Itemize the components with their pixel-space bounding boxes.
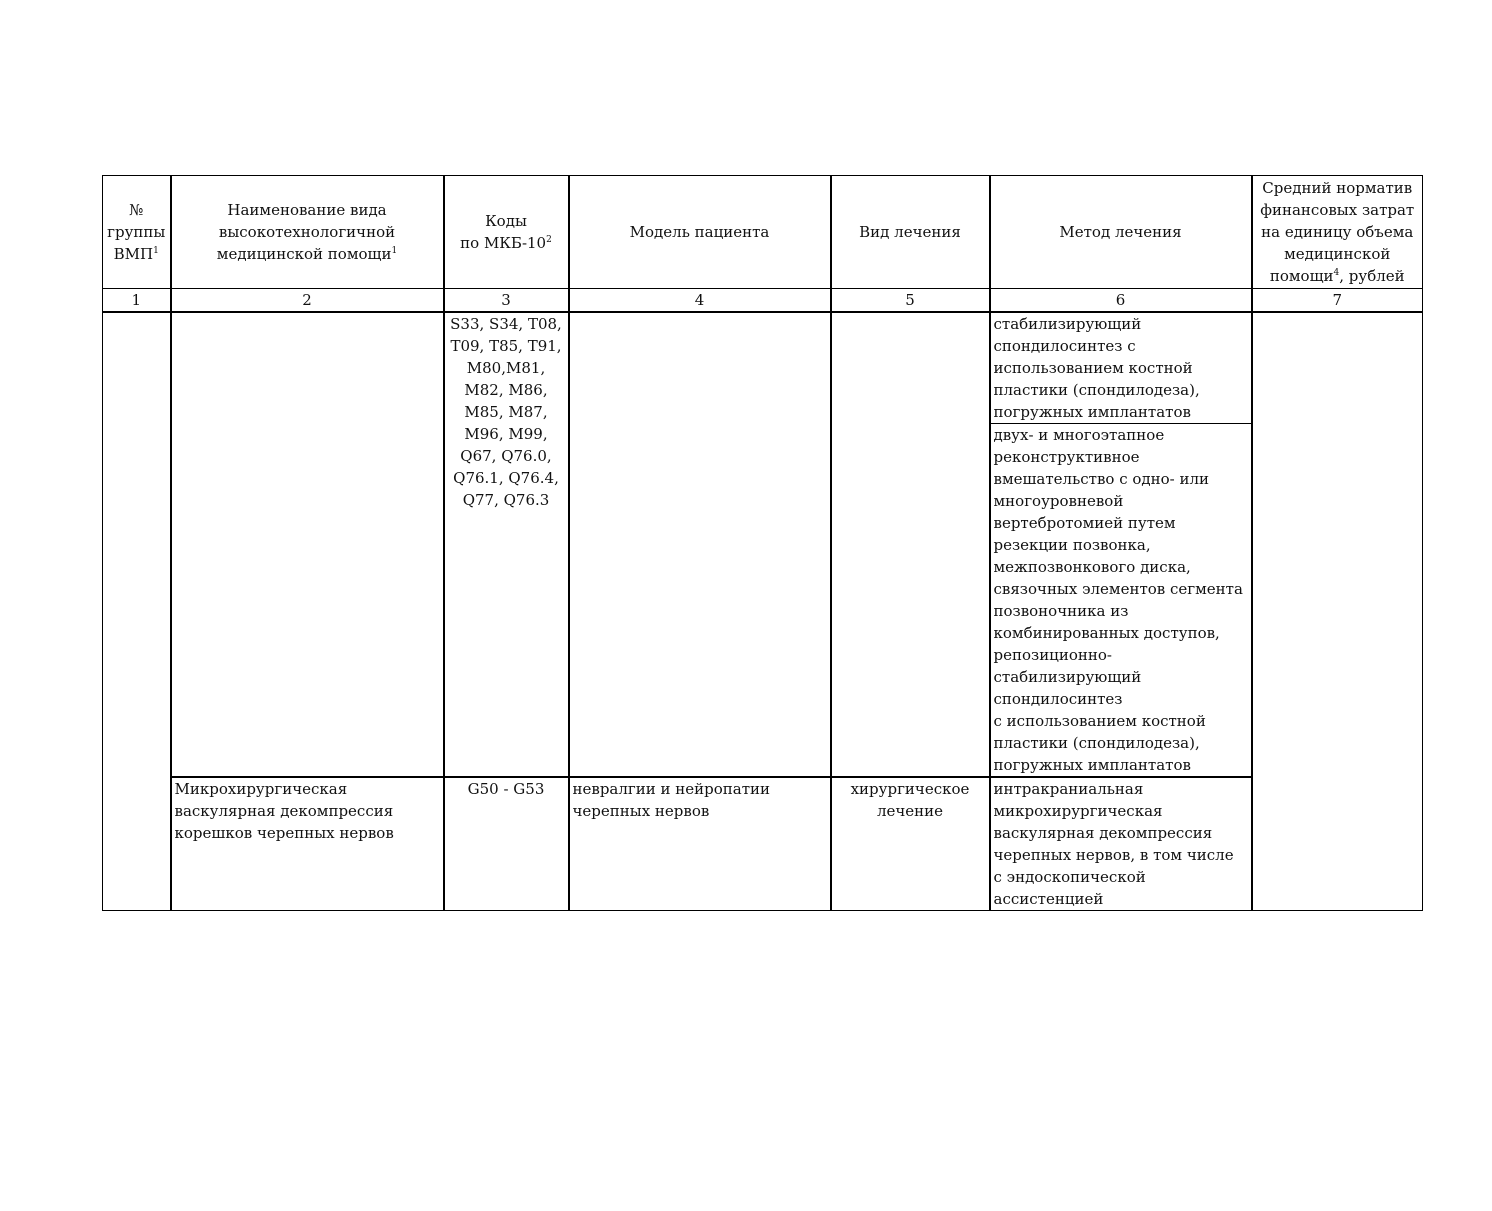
table-header-row [103, 176, 1423, 289]
icd-codes-cell: G50 - G53 [444, 777, 569, 911]
icd-codes-cell: S33, S34, T08, T09, T85, T91, M80,M81, M82, M86, M85, M87, M96, M99, Q67, Q76.0, Q76.1, Q76.4, Q77, Q76.3 [444, 312, 569, 777]
patient-model-cell: невралгии и нейропатии черепных нервов [569, 777, 831, 911]
patient-model-cell [569, 312, 831, 777]
vmp-table [102, 175, 1423, 911]
financial-norm-cell [1252, 312, 1423, 911]
column-number: 2 [171, 289, 444, 313]
treatment-method-cell: двух- и многоэтапное реконструктивное вмешательство с одно- или многоуровневой вертебротомией путем резекции позвонка, межпозвонкового диска, связочных элементов сегмента позвоночника из комбинированных доступов, репозиционно- стабилизирующий спондилосинтез с использованием костной пластики (спондилодеза), погружных имплантатов [990, 424, 1252, 778]
table-row [103, 312, 1423, 424]
header-care-type-name: Наименование вида высокотехнологичной медицинской помощи$^1$ [171, 176, 444, 289]
header-financial-norm: Средний норматив финансовых затрат на единицу объема медицинской помощи$^4$, рублей [1252, 176, 1423, 289]
column-number-row [103, 289, 1423, 313]
column-number: 5 [831, 289, 990, 313]
header-icd-codes: Коды по МКБ-$10^2$ [444, 176, 569, 289]
header-treatment-type: Вид лечения [831, 176, 990, 289]
care-type-cell: Микрохирургическая васкулярная декомпрессия корешков черепных нервов [171, 777, 444, 911]
treatment-type-cell [831, 312, 990, 777]
column-number: 1 [103, 289, 171, 313]
treatment-type-cell: хирургическое лечение [831, 777, 990, 911]
header-treatment-method: Метод лечения [990, 176, 1252, 289]
header-patient-model: Модель пациента [569, 176, 831, 289]
column-number: 4 [569, 289, 831, 313]
column-number: 6 [990, 289, 1252, 313]
column-number: 3 [444, 289, 569, 313]
header-group-number: № группы ВМП$^1$ [103, 176, 171, 289]
treatment-method-cell: интракраниальная микрохирургическая васкулярная декомпрессия черепных нервов, в том числе с эндоскопической ассистенцией [990, 777, 1252, 911]
treatment-method-cell: стабилизирующий спондилосинтез с использованием костной пластики (спондилодеза), погружных имплантатов [990, 312, 1252, 424]
group-number-cell [103, 312, 171, 911]
care-type-cell [171, 312, 444, 777]
column-number: 7 [1252, 289, 1423, 313]
table-row [103, 777, 1423, 911]
